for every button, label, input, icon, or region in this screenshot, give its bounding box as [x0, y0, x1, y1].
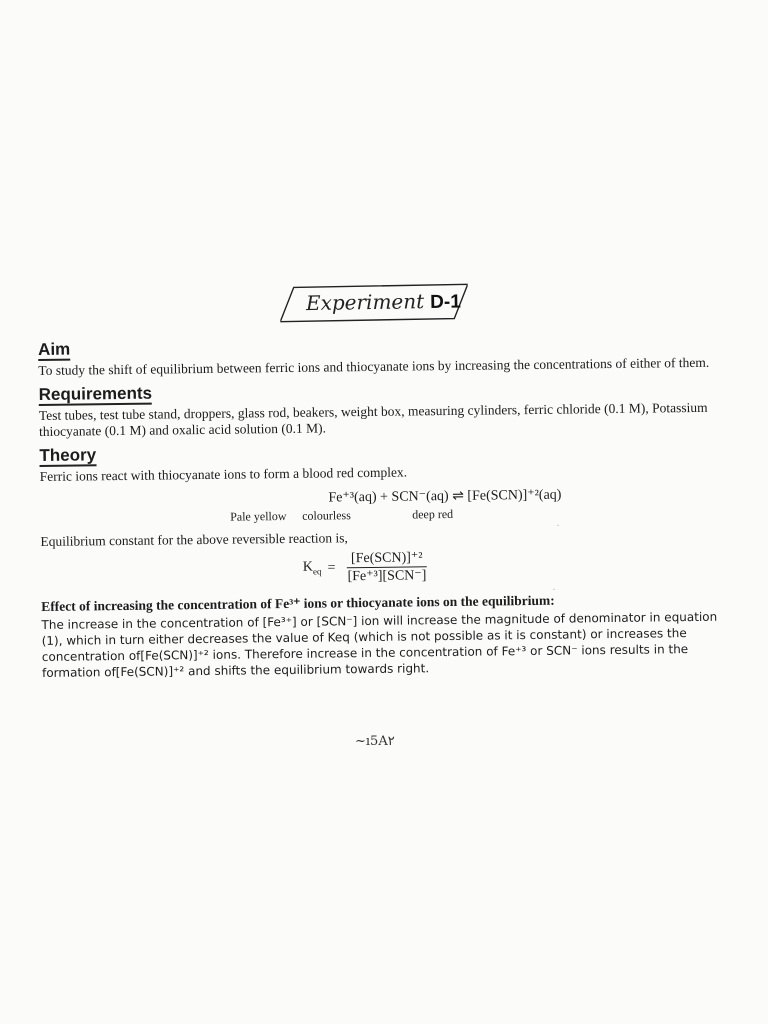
scan-speck: ·	[552, 582, 556, 596]
experiment-banner	[280, 282, 469, 323]
banner-script-title: Experiment	[305, 289, 425, 316]
reaction-rhs: [Fe(SCN)]⁺²(aq)	[467, 487, 562, 504]
k-equals: =	[327, 559, 336, 575]
page-mark: ~ı5A٢	[355, 734, 395, 749]
label-deep-red: deep red	[412, 506, 454, 522]
theory-section	[39, 437, 741, 589]
requirements-text: Test tubes, test tube stand, droppers, glass rod, beakers, weight box, measuring cylinders, ferric chloride (0.1 M), Potassium thiocyanate (0.1 M) and oxalic acid solution (0.1 M).	[38, 399, 708, 439]
reaction-arrow: ⇌	[452, 488, 464, 504]
experiment-id: D-1	[430, 291, 462, 314]
k-equation	[303, 545, 741, 585]
content	[38, 331, 742, 687]
effect-body: The increase in the concentration of [Fe³⁺] or [SCN⁻] ion will increase the magnitude of denominator in equation (1), which in turn either decreases the value of Keq (which is not possible as it is constant) or increases the concentration of[Fe(SCN)]⁺² ions. Therefore increase in the concentration of Fe⁺³ or SCN⁻ ions results in the formation of[Fe(SCN)]⁺² and shifts the equilibrium towards right.	[41, 609, 718, 680]
aim-heading: Aim	[38, 339, 71, 359]
k-fraction	[343, 549, 430, 585]
k-symbol: $K_{eq}$	[302, 559, 322, 577]
label-pale-yellow: Pale yellow	[230, 508, 287, 524]
reaction-lhs: Fe⁺³(aq) + SCN⁻(aq)	[328, 488, 449, 506]
scan-speck: ·	[556, 518, 560, 532]
theory-heading: Theory	[39, 445, 97, 465]
k-numerator: [Fe(SCN)]⁺²	[347, 549, 427, 568]
effect-section	[41, 590, 742, 681]
k-denominator: [Fe⁺³][SCN⁻]	[347, 568, 427, 585]
theory-intro: Ferric ions react with thiocyanate ions to form a blood red complex.	[39, 464, 408, 484]
effect-heading: Effect of increasing the concentration of Fe³⁺ ions or thiocyanate ions on the equilibrium:	[41, 592, 555, 614]
requirements-section	[39, 376, 740, 440]
label-colourless: colourless	[302, 508, 351, 523]
aim-text: To study the shift of equilibrium between ferric ions and thiocyanate ions by increasing the concentrations of either of them.	[38, 354, 710, 378]
aim-section	[38, 331, 738, 379]
requirements-heading: Requirements	[38, 383, 153, 404]
k-intro: Equilibrium constant for the above reversible reaction is,	[40, 530, 348, 549]
